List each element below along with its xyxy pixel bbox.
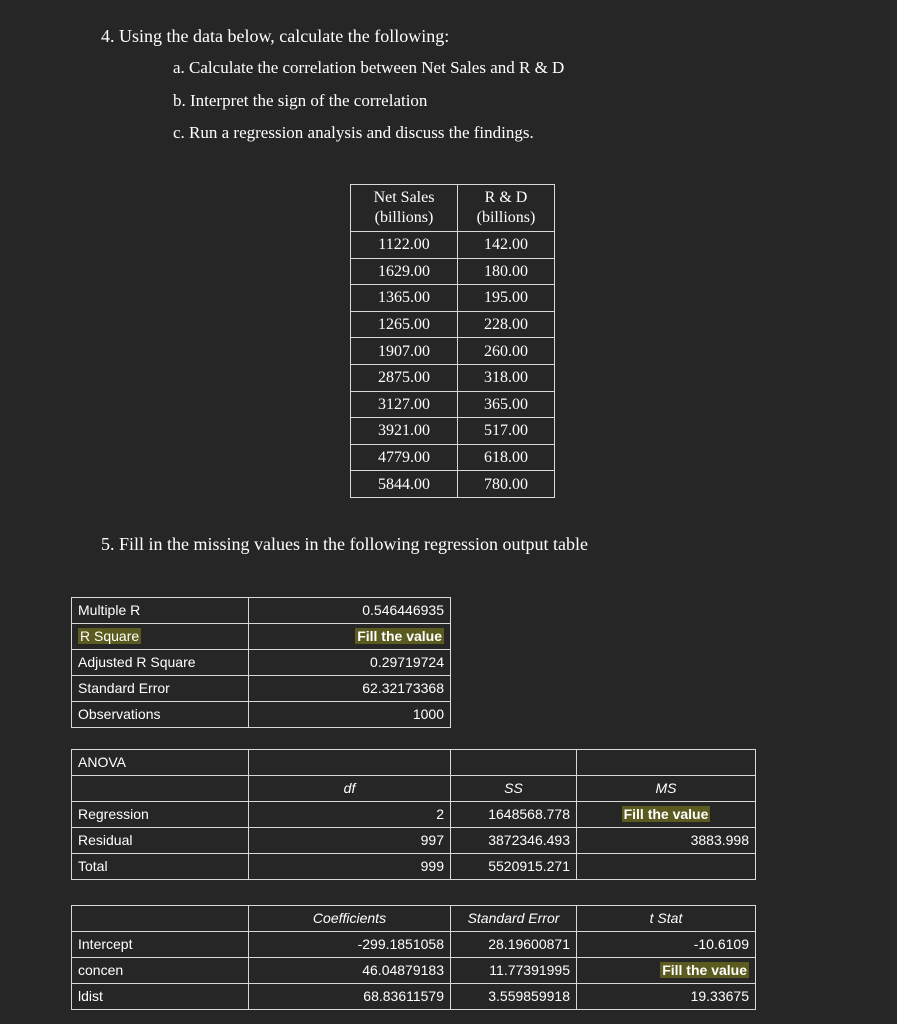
table-row [72,650,451,676]
coef-row-label: Intercept [72,932,249,958]
table-row [351,338,555,365]
standard-error-header: Standard Error [451,906,577,932]
coef-value: -299.1851058 [249,932,451,958]
empty-cell [577,750,756,776]
t-value: 19.33675 [577,984,756,1010]
anova-title: ANOVA [72,750,249,776]
rd-cell: 180.00 [458,258,555,285]
table-row [351,391,555,418]
table-row [72,984,756,1010]
net-sales-cell: 1265.00 [351,311,458,338]
anova-row-label: Residual [72,828,249,854]
question-5-title: 5. Fill in the missing values in the following regression output table [101,534,588,554]
ms-header: MS [577,776,756,802]
stat-label: Observations [72,702,249,728]
empty-cell [72,906,249,932]
rd-cell: 195.00 [458,285,555,312]
net-sales-cell: 5844.00 [351,471,458,498]
table-row [351,232,555,259]
question-4c: c. Run a regression analysis and discuss the findings. [173,123,534,142]
ms-fill-value[interactable]: Fill the value [623,806,709,822]
coef-row-label: concen [72,958,249,984]
table-row [72,598,451,624]
anova-row-label: Regression [72,802,249,828]
rd-cell: 365.00 [458,391,555,418]
stat-label [72,624,249,650]
stat-value: 62.32173368 [249,676,451,702]
coefficients-header: Coefficients [249,906,451,932]
net-sales-cell: 2875.00 [351,364,458,391]
se-value: 28.19600871 [451,932,577,958]
question-4a: a. Calculate the correlation between Net Sales and R & D [173,58,565,77]
rd-cell: 260.00 [458,338,555,365]
question-4b: b. Interpret the sign of the correlation [173,91,428,110]
net-sales-cell: 3921.00 [351,418,458,445]
stat-label: Adjusted R Square [72,650,249,676]
anova-row-label: Total [72,854,249,880]
table-row [72,750,756,776]
stat-value: 0.546446935 [249,598,451,624]
coef-row-label: ldist [72,984,249,1010]
net-sales-cell: 3127.00 [351,391,458,418]
table-row [72,932,756,958]
rd-header-line1: R & D [484,189,528,206]
table-row [72,776,756,802]
t-stat-header: t Stat [577,906,756,932]
net-sales-rd-table [350,184,555,498]
stat-value: 1000 [249,702,451,728]
t-value: -10.6109 [577,932,756,958]
coefficients-table [71,905,756,1010]
table-row [351,471,555,498]
rd-header [458,185,555,232]
df-value: 2 [249,802,451,828]
rd-cell: 228.00 [458,311,555,338]
stat-value: 0.29719724 [249,650,451,676]
net-sales-cell: 1629.00 [351,258,458,285]
coef-value: 68.83611579 [249,984,451,1010]
r-square-label: R Square [80,628,140,644]
table-row [72,702,451,728]
net-sales-header-line2: (billions) [374,209,434,226]
rd-cell: 780.00 [458,471,555,498]
empty-cell [249,750,451,776]
t-stat-fill-value[interactable]: Fill the value [662,962,747,978]
ss-header: SS [451,776,577,802]
question-4-title: 4. Using the data below, calculate the following: [101,26,450,46]
rd-cell: 618.00 [458,444,555,471]
table-row [351,311,555,338]
table-row [72,624,451,650]
stat-label: Standard Error [72,676,249,702]
se-value: 11.77391995 [451,958,577,984]
rd-cell: 142.00 [458,232,555,259]
net-sales-header-line1: Net Sales [373,189,435,206]
table-row [72,854,756,880]
net-sales-cell: 4779.00 [351,444,458,471]
anova-table [71,749,756,880]
df-value: 997 [249,828,451,854]
table-row [72,906,756,932]
table-row [351,444,555,471]
regression-statistics-table [71,597,451,728]
ms-value: 3883.998 [577,828,756,854]
ms-value [577,802,756,828]
table-row [351,258,555,285]
coef-value: 46.04879183 [249,958,451,984]
empty-cell [451,750,577,776]
table-row [351,285,555,312]
net-sales-cell: 1122.00 [351,232,458,259]
table-row [72,958,756,984]
ss-value: 3872346.493 [451,828,577,854]
rd-header-line2: (billions) [476,209,536,226]
ss-value: 1648568.778 [451,802,577,828]
df-header: df [249,776,451,802]
ms-value [577,854,756,880]
table-row [72,828,756,854]
t-value [577,958,756,984]
table-row [351,418,555,445]
rd-cell: 517.00 [458,418,555,445]
rd-cell: 318.00 [458,364,555,391]
net-sales-cell: 1907.00 [351,338,458,365]
stat-label: Multiple R [72,598,249,624]
ss-value: 5520915.271 [451,854,577,880]
stat-value [249,624,451,650]
r-square-fill-value[interactable]: Fill the value [357,628,442,644]
table-row [351,364,555,391]
df-value: 999 [249,854,451,880]
table-row [72,676,451,702]
se-value: 3.559859918 [451,984,577,1010]
net-sales-cell: 1365.00 [351,285,458,312]
net-sales-header [351,185,458,232]
table-row [72,802,756,828]
empty-cell [72,776,249,802]
